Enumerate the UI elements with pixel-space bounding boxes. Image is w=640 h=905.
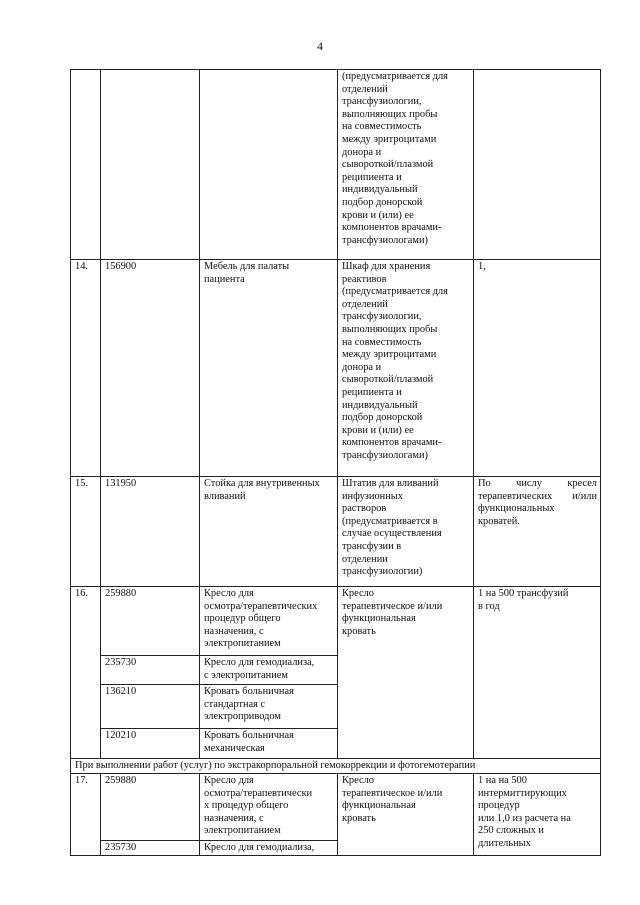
row-name: Мебель для палаты пациента (200, 260, 338, 477)
page-number: 4 (317, 39, 323, 53)
section-heading: При выполнении работ (услуг) по экстракорпоральной гемокоррекции и фотогемотерапии (71, 759, 601, 774)
row-code: 120210 (101, 729, 200, 759)
equipment-table (70, 69, 601, 856)
row-name: Кресло для гемодиализа, с электропитанием (200, 656, 338, 685)
row-code: 156900 (101, 260, 200, 477)
row-number: 14. (71, 260, 101, 477)
row-code: 235730 (101, 656, 200, 685)
row-name: Кровать больничная механическая (200, 729, 338, 759)
row-quantity (474, 70, 601, 260)
row-equipment: (предусматривается для отделений трансфузиологии, выполняющих пробы на совместимость между эритроцитами донора и сывороткой/плазмой реципиента и индивидуальный подбор донорской крови и (или) ее компонентов врачами- трансфузиологами) (338, 70, 474, 260)
row-number (71, 70, 101, 260)
table-row (71, 70, 601, 260)
row-equipment: Кресло терапевтическое и/или функциональная кровать (338, 774, 474, 856)
row-quantity: 1 на на 500 интермиттирующих процедур или 1,0 из расчета на 250 сложных и длительных (474, 774, 601, 856)
row-quantity: По числу кресел терапевтических и/или функциональных кроватей. (474, 477, 601, 587)
row-number: 16. (71, 587, 101, 759)
row-quantity: 1, (474, 260, 601, 477)
row-name: Кровать больничная стандартная с электроприводом (200, 685, 338, 729)
table-row (71, 587, 601, 656)
row-equipment: Кресло терапевтическое и/или функциональная кровать (338, 587, 474, 759)
table-row (71, 260, 601, 477)
row-number: 15. (71, 477, 101, 587)
row-code: 136210 (101, 685, 200, 729)
row-name: Кресло для гемодиализа, (200, 841, 338, 856)
row-name (200, 70, 338, 260)
row-code: 235730 (101, 841, 200, 856)
row-code (101, 70, 200, 260)
section-row (71, 759, 601, 774)
row-code: 259880 (101, 774, 200, 841)
row-quantity: 1 на 500 трансфузий в год (474, 587, 601, 759)
row-code: 259880 (101, 587, 200, 656)
row-number: 17. (71, 774, 101, 856)
table-row (71, 477, 601, 587)
row-name: Кресло для осмотра/терапевтических процедур общего назначения, с электропитанием (200, 587, 338, 656)
row-name: Стойка для внутривенных вливаний (200, 477, 338, 587)
row-name: Кресло для осмотра/терапевтически х процедур общего назначения, с электропитанием (200, 774, 338, 841)
row-equipment: Штатив для вливаний инфузионных растворов (предусматривается в случае осуществления трансфузии в отделении трансфузиологии) (338, 477, 474, 587)
table-row (71, 774, 601, 841)
row-equipment: Шкаф для хранения реактивов (предусматривается для отделений трансфузиологии, выполняющих пробы на совместимость между эритроцитами донора и сывороткой/плазмой реципиента и индивидуальный подбор донорской крови и (или) ее компонентов врачами- трансфузиологами) (338, 260, 474, 477)
row-code: 131950 (101, 477, 200, 587)
